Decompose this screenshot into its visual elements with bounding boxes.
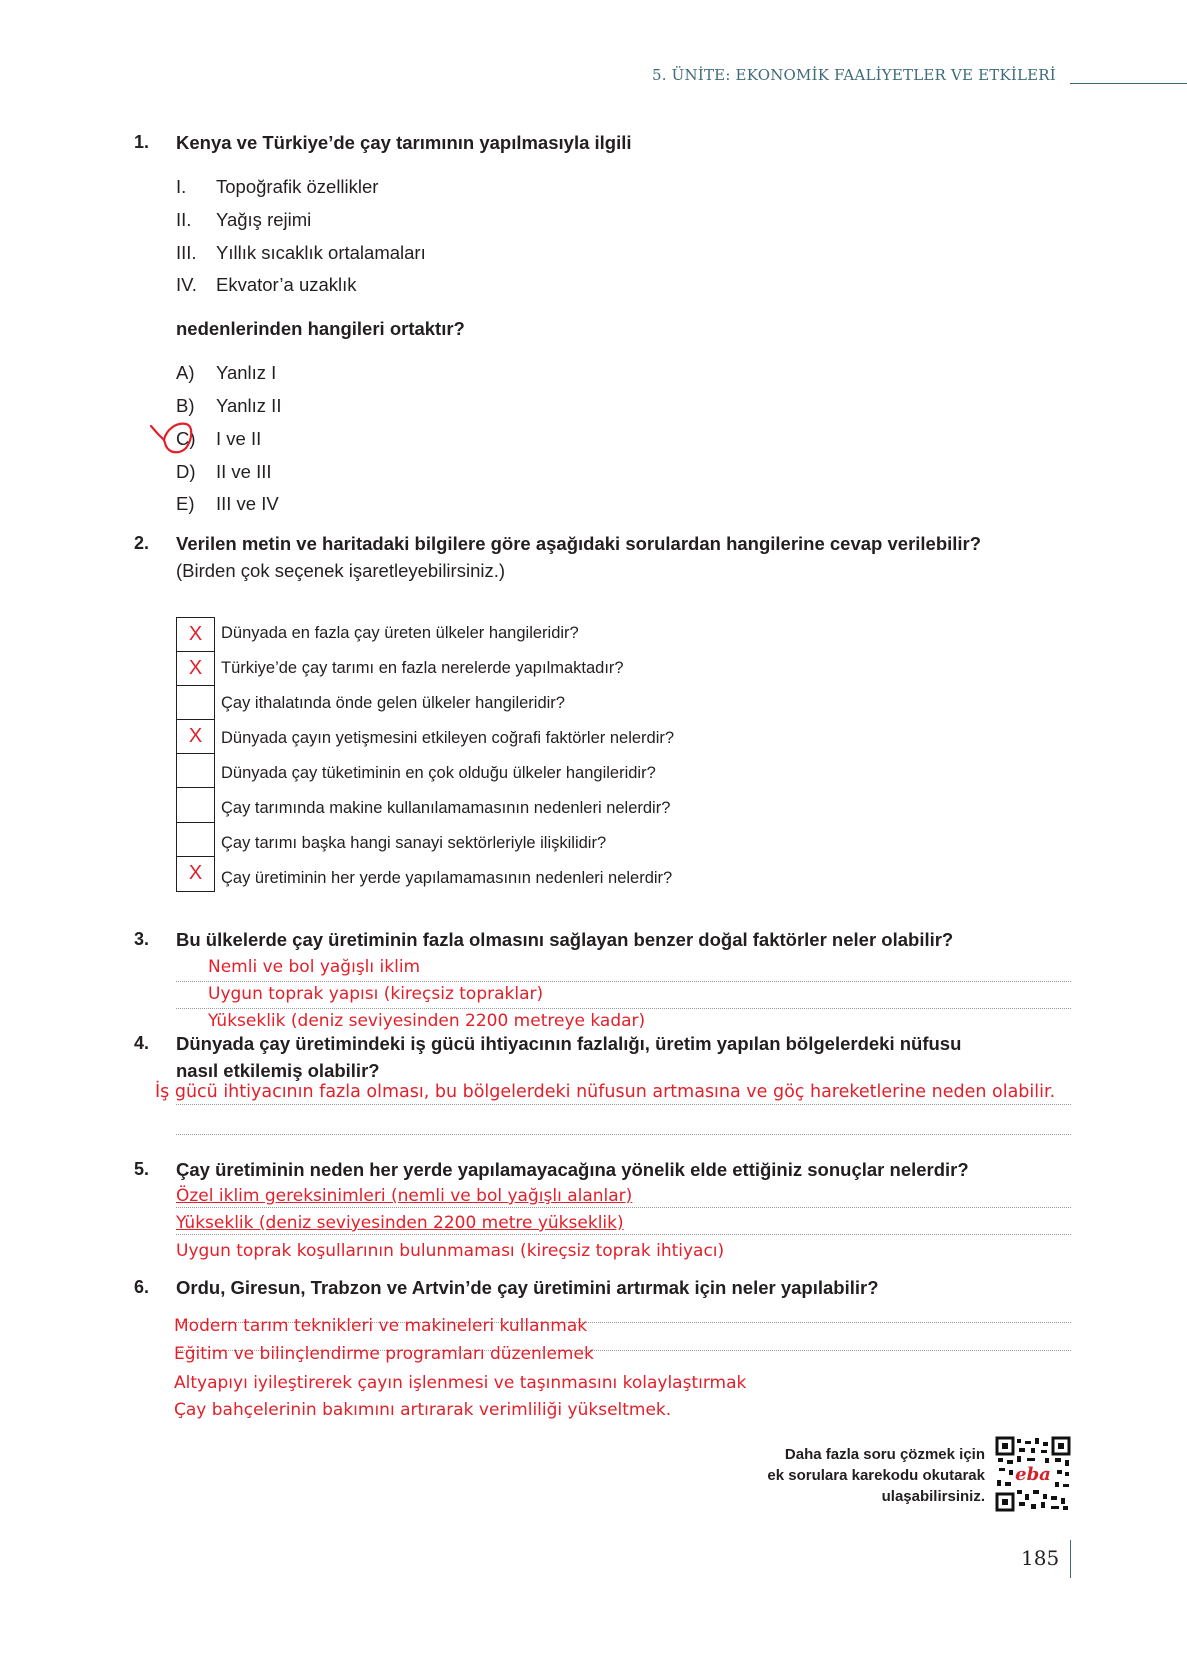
q3-answer[interactable]: Yükseklik (deniz seviyesinden 2200 metreye kadar) bbox=[208, 1011, 646, 1031]
q2-checkbox[interactable] bbox=[177, 686, 214, 720]
header-rule bbox=[1070, 83, 1187, 84]
q3-answer[interactable]: Uygun toprak yapısı (kireçsiz topraklar) bbox=[208, 984, 544, 1004]
qr-code-icon[interactable] bbox=[995, 1436, 1071, 1512]
q5-number: 5. bbox=[134, 1159, 150, 1179]
q2-row-text: Dünyada en fazla çay üreten ülkeler hangileridir? bbox=[221, 624, 579, 642]
q6-answer[interactable]: Modern tarım teknikleri ve makineleri kullanmak bbox=[174, 1316, 588, 1336]
q1-item: IV. Ekvator’a uzaklık bbox=[176, 274, 357, 295]
q1-option-b[interactable]: B) Yanlız II bbox=[176, 395, 282, 416]
q1-item: II. Yağış rejimi bbox=[176, 209, 312, 230]
q1-option-d[interactable]: D) II ve III bbox=[176, 461, 272, 482]
q2-checkbox-column bbox=[176, 617, 215, 892]
q2-checkbox[interactable] bbox=[177, 823, 214, 857]
q2-checkbox[interactable]: X bbox=[177, 652, 214, 686]
answer-line bbox=[176, 1234, 1071, 1235]
q6-number: 6. bbox=[134, 1277, 150, 1297]
unit-title: 5. ÜNİTE: EKONOMİK FAALİYETLER VE ETKİLERİ bbox=[652, 66, 1056, 84]
qr-caption: Daha fazla soru çözmek için ek sorulara karekodu okutarak ulaşabilirsiniz. bbox=[767, 1446, 985, 1505]
q2-checkbox[interactable] bbox=[177, 788, 214, 822]
q2-row-text: Çay üretiminin her yerde yapılamamasının nedenleri nelerdir? bbox=[221, 869, 673, 887]
q6-answer[interactable]: Eğitim ve bilinçlendirme programları düzenlemek bbox=[174, 1344, 594, 1364]
q5-answer[interactable]: Uygun toprak koşullarının bulunmaması (kireçsiz toprak ihtiyacı) bbox=[176, 1241, 725, 1261]
answer-line bbox=[176, 981, 1071, 982]
q1-option-c[interactable]: C) I ve II bbox=[176, 428, 262, 449]
page-number: 185 bbox=[1021, 1546, 1060, 1570]
q2-checkbox[interactable] bbox=[177, 754, 214, 788]
q3-answer[interactable]: Nemli ve bol yağışlı iklim bbox=[208, 957, 421, 977]
q2-row-text: Dünyada çayın yetişmesini etkileyen coğrafi faktörler nelerdir? bbox=[221, 729, 675, 747]
q5-stem: Çay üretiminin neden her yerde yapılamayacağına yönelik elde ettiğiniz sonuçlar nelerdir? bbox=[176, 1159, 969, 1180]
q2-row-text: Çay tarımında makine kullanılamamasının nedenleri nelerdir? bbox=[221, 799, 671, 817]
q2-row-text: Çay tarımı başka hangi sanayi sektörleriyle ilişkilidir? bbox=[221, 834, 607, 852]
q1-number: 1. bbox=[134, 132, 150, 152]
q1-question: nedenlerinden hangileri ortaktır? bbox=[176, 318, 465, 339]
q4-answer[interactable]: İş gücü ihtiyacının fazla olması, bu bölgelerdeki nüfusun artmasına ve göç hareketlerine neden olabilir. bbox=[155, 1082, 1056, 1102]
q3-stem: Bu ülkelerde çay üretiminin fazla olmasını sağlayan benzer doğal faktörler neler olabilir? bbox=[176, 929, 954, 950]
q4-stem-line1: Dünyada çay üretimindeki iş gücü ihtiyacının fazlalığı, üretim yapılan bölgelerdeki nüfusu bbox=[176, 1033, 962, 1054]
q5-answer[interactable]: Yükseklik (deniz seviyesinden 2200 metre yükseklik) bbox=[176, 1213, 624, 1233]
q2-note: (Birden çok seçenek işaretleyebilirsiniz.) bbox=[176, 560, 506, 581]
q2-checkbox[interactable]: X bbox=[177, 618, 214, 652]
answer-line bbox=[176, 1134, 1071, 1135]
q1-item: I. Topoğrafik özellikler bbox=[176, 176, 379, 197]
q2-checkbox[interactable]: X bbox=[188, 862, 203, 885]
q6-stem: Ordu, Giresun, Trabzon ve Artvin’de çay üretimini artırmak için neler yapılabilir? bbox=[176, 1277, 879, 1298]
q3-number: 3. bbox=[134, 929, 150, 949]
q6-answer[interactable]: Çay bahçelerinin bakımını artırarak verimliliği yükseltmek. bbox=[174, 1400, 672, 1420]
q2-row-text: Dünyada çay tüketiminin en çok olduğu ülkeler hangileridir? bbox=[221, 764, 656, 782]
q5-answer[interactable]: Özel iklim gereksinimleri (nemli ve bol yağışlı alanlar) bbox=[176, 1186, 633, 1206]
answer-line bbox=[176, 1104, 1071, 1105]
answer-line bbox=[176, 1207, 1071, 1208]
page-number-rule bbox=[1070, 1540, 1071, 1578]
q4-stem-line2: nasıl etkilemiş olabilir? bbox=[176, 1060, 380, 1081]
q2-checkbox[interactable]: X bbox=[177, 720, 214, 754]
answer-check-mark-icon bbox=[148, 418, 204, 458]
svg-text:eba: eba bbox=[1015, 1464, 1051, 1485]
q4-number: 4. bbox=[134, 1033, 150, 1053]
q2-row-text: Çay ithalatında önde gelen ülkeler hangileridir? bbox=[221, 694, 565, 712]
q1-option-a[interactable]: A) Yanlız I bbox=[176, 362, 277, 383]
q1-stem: Kenya ve Türkiye’de çay tarımının yapılmasıyla ilgili bbox=[176, 132, 632, 153]
q2-row-text: Türkiye’de çay tarımı en fazla nerelerde yapılmaktadır? bbox=[221, 659, 624, 677]
q2-number: 2. bbox=[134, 533, 150, 553]
q2-stem: Verilen metin ve haritadaki bilgilere göre aşağıdaki sorulardan hangilerine cevap verilebilir? bbox=[176, 533, 982, 554]
q1-option-e[interactable]: E) III ve IV bbox=[176, 493, 279, 514]
q6-answer[interactable]: Altyapıyı iyileştirerek çayın işlenmesi ve taşınmasını kolaylaştırmak bbox=[174, 1373, 747, 1393]
answer-line bbox=[176, 1008, 1071, 1009]
q1-item: III. Yıllık sıcaklık ortalamaları bbox=[176, 242, 426, 263]
